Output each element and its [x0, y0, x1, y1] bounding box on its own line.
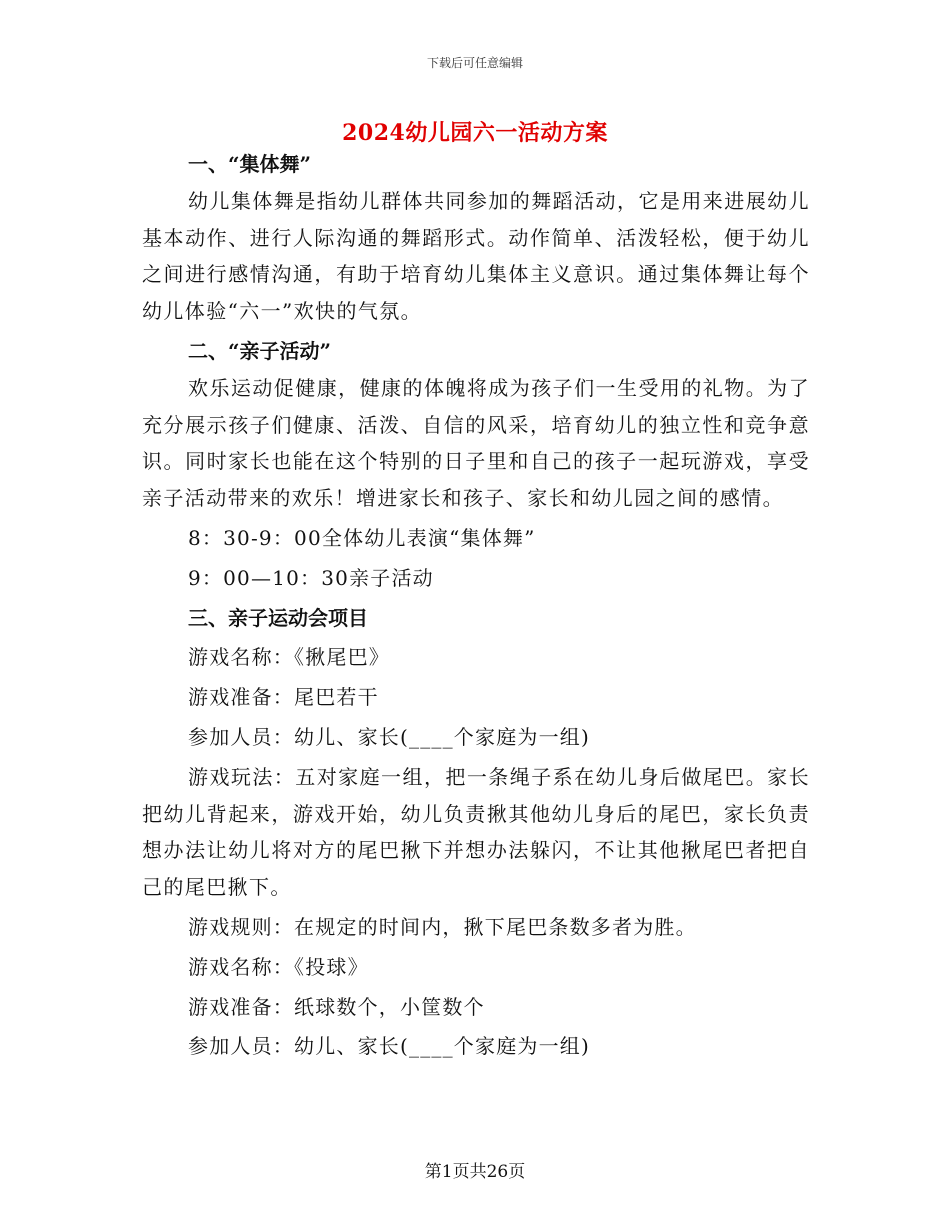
section-heading-group-dance: 一、“集体舞” — [188, 152, 312, 176]
page-header-note: 下载后可任意编辑 — [426, 56, 523, 70]
schedule-item-2: 9：00—10：30亲子活动 — [188, 565, 434, 590]
game2-name: 游戏名称：《投球》 — [188, 954, 369, 979]
section-heading-sports-items: 三、亲子运动会项目 — [188, 605, 368, 630]
game2-prep: 游戏准备：纸球数个，小筐数个 — [188, 994, 485, 1019]
game1-name: 游戏名称：《揪尾巴》 — [188, 645, 390, 670]
game1-prep: 游戏准备：尾巴若干 — [188, 685, 379, 710]
paragraph-parent-child: 欢乐运动促健康，健康的体魄将成为孩子们一生受用的礼物。为了充分展示孩子们健康、活泼、自信的风采，培育幼儿的独立性和竞争意识。同时家长也能在这个特别的日子里和自己的孩子一起玩游戏，享受亲子活动带来的欢乐！增进家长和孩子、家长和幼儿园之间的感情。 — [142, 375, 810, 511]
game1-participants: 参加人员：幼儿、家长(____个家庭为一组) — [188, 724, 591, 749]
game1-play: 游戏玩法：五对家庭一组，把一条绳子系在幼儿身后做尾巴。家长把幼儿背起来，游戏开始，幼儿负责揪其他幼儿身后的尾巴，家长负责想办法让幼儿将对方的尾巴揪下并想办法躲闪，不让其他揪尾巴者把自己的尾巴揪下。 — [142, 764, 810, 900]
game1-rule: 游戏规则：在规定的时间内，揪下尾巴条数多者为胜。 — [188, 914, 697, 939]
page-footer-number: 第1页共26页 — [424, 1162, 526, 1182]
schedule-item-1: 8：30-9：00全体幼儿表演“集体舞” — [188, 525, 536, 550]
paragraph-group-dance: 幼儿集体舞是指幼儿群体共同参加的舞蹈活动，它是用来进展幼儿基本动作、进行人际沟通的舞蹈形式。动作简单、活泼轻松，便于幼儿之间进行感情沟通，有助于培育幼儿集体主义意识。通过集体舞让每个幼儿体验“六一”欢快的气氛。 — [142, 188, 810, 324]
document-body — [142, 146, 810, 1065]
document-title: 2024幼儿园六一活动方案 — [342, 120, 608, 146]
game2-participants: 参加人员：幼儿、家长(____个家庭为一组) — [188, 1034, 591, 1059]
section-heading-parent-child: 二、“亲子活动” — [188, 338, 332, 363]
